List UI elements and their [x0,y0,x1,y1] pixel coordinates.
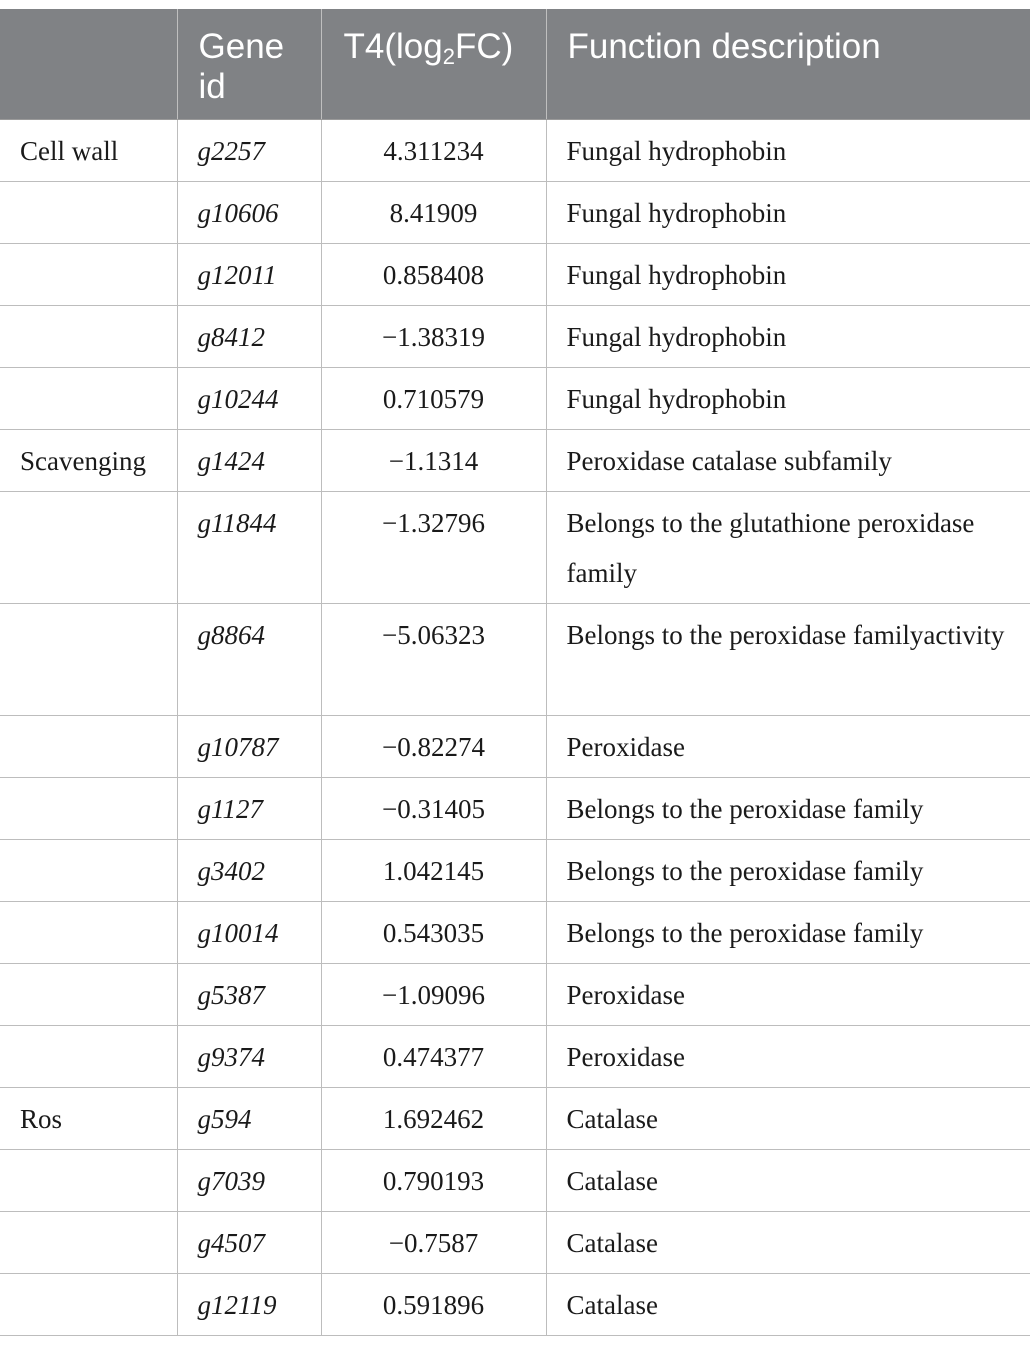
gene-id-cell: g3402 [177,840,321,902]
log2fc-cell: 1.692462 [321,1088,546,1150]
category-cell [0,964,177,1026]
category-cell [0,244,177,306]
gene-id-cell: g10787 [177,716,321,778]
log2fc-cell: −0.82274 [321,716,546,778]
table-row [0,182,1030,244]
function-cell: Fungal hydrophobin [546,368,1030,430]
function-cell: Belongs to the peroxidase familyactivity [546,604,1030,716]
category-cell: Ros [0,1088,177,1150]
log2fc-cell: 0.474377 [321,1026,546,1088]
table-row [0,604,1030,716]
function-cell: Catalase [546,1150,1030,1212]
log2fc-cell: 8.41909 [321,182,546,244]
table-row [0,840,1030,902]
function-cell: Catalase [546,1088,1030,1150]
function-cell: Peroxidase [546,964,1030,1026]
gene-id-cell: g4507 [177,1212,321,1274]
log2fc-cell: −1.1314 [321,430,546,492]
table-row [0,778,1030,840]
log2fc-cell: −0.31405 [321,778,546,840]
gene-id-cell: g12011 [177,244,321,306]
table-row [0,716,1030,778]
category-cell [0,1150,177,1212]
table-row [0,120,1030,182]
function-cell: Peroxidase catalase subfamily [546,430,1030,492]
gene-id-cell: g2257 [177,120,321,182]
category-cell [0,306,177,368]
function-cell: Peroxidase [546,716,1030,778]
table-row [0,902,1030,964]
table-row [0,1150,1030,1212]
table-body [0,120,1030,1336]
header-gene-id: Gene id [177,9,321,120]
log2fc-cell: −1.38319 [321,306,546,368]
function-cell: Belongs to the peroxidase family [546,902,1030,964]
header-log2fc-subscript: 2 [442,44,455,69]
table-row [0,1274,1030,1336]
log2fc-cell: 0.543035 [321,902,546,964]
table-row [0,1212,1030,1274]
header-row [0,9,1030,120]
table-header [0,9,1030,120]
category-cell [0,778,177,840]
header-category [0,9,177,120]
gene-id-cell: g10606 [177,182,321,244]
function-cell: Belongs to the peroxidase family [546,840,1030,902]
function-cell: Catalase [546,1212,1030,1274]
category-cell [0,716,177,778]
category-cell: Cell wall [0,120,177,182]
category-cell [0,182,177,244]
table-row [0,306,1030,368]
gene-id-cell: g9374 [177,1026,321,1088]
table-row [0,964,1030,1026]
table-row [0,430,1030,492]
table-row [0,1088,1030,1150]
gene-id-cell: g12119 [177,1274,321,1336]
log2fc-cell: −1.32796 [321,492,546,604]
category-cell [0,902,177,964]
category-cell [0,604,177,716]
function-cell: Fungal hydrophobin [546,244,1030,306]
table-row [0,1026,1030,1088]
gene-id-cell: g8864 [177,604,321,716]
category-cell [0,1026,177,1088]
function-cell: Peroxidase [546,1026,1030,1088]
log2fc-cell: 0.790193 [321,1150,546,1212]
gene-id-cell: g11844 [177,492,321,604]
category-cell [0,492,177,604]
log2fc-cell: 4.311234 [321,120,546,182]
gene-id-cell: g594 [177,1088,321,1150]
header-log2fc-prefix: T4(log [343,27,443,66]
log2fc-cell: 0.710579 [321,368,546,430]
category-cell [0,1212,177,1274]
function-cell: Catalase [546,1274,1030,1336]
category-cell [0,1274,177,1336]
log2fc-cell: 1.042145 [321,840,546,902]
gene-id-cell: g1127 [177,778,321,840]
gene-id-cell: g5387 [177,964,321,1026]
log2fc-cell: −0.7587 [321,1212,546,1274]
table-row [0,368,1030,430]
gene-id-cell: g10244 [177,368,321,430]
log2fc-cell: −5.06323 [321,604,546,716]
header-log2fc-suffix: FC) [454,27,514,66]
category-cell [0,368,177,430]
gene-id-cell: g7039 [177,1150,321,1212]
function-cell: Fungal hydrophobin [546,120,1030,182]
function-cell: Belongs to the glutathione peroxidase family [546,492,1030,604]
table-row [0,492,1030,604]
header-function-description: Function description [546,9,1030,120]
log2fc-cell: 0.858408 [321,244,546,306]
gene-id-cell: g1424 [177,430,321,492]
table-row [0,244,1030,306]
category-cell: Scavenging [0,430,177,492]
log2fc-cell: 0.591896 [321,1274,546,1336]
function-cell: Belongs to the peroxidase family [546,778,1030,840]
function-cell: Fungal hydrophobin [546,182,1030,244]
gene-id-cell: g10014 [177,902,321,964]
category-cell [0,840,177,902]
gene-id-cell: g8412 [177,306,321,368]
gene-expression-table [0,9,1030,1336]
function-cell: Fungal hydrophobin [546,306,1030,368]
log2fc-cell: −1.09096 [321,964,546,1026]
header-log2fc [321,9,546,120]
